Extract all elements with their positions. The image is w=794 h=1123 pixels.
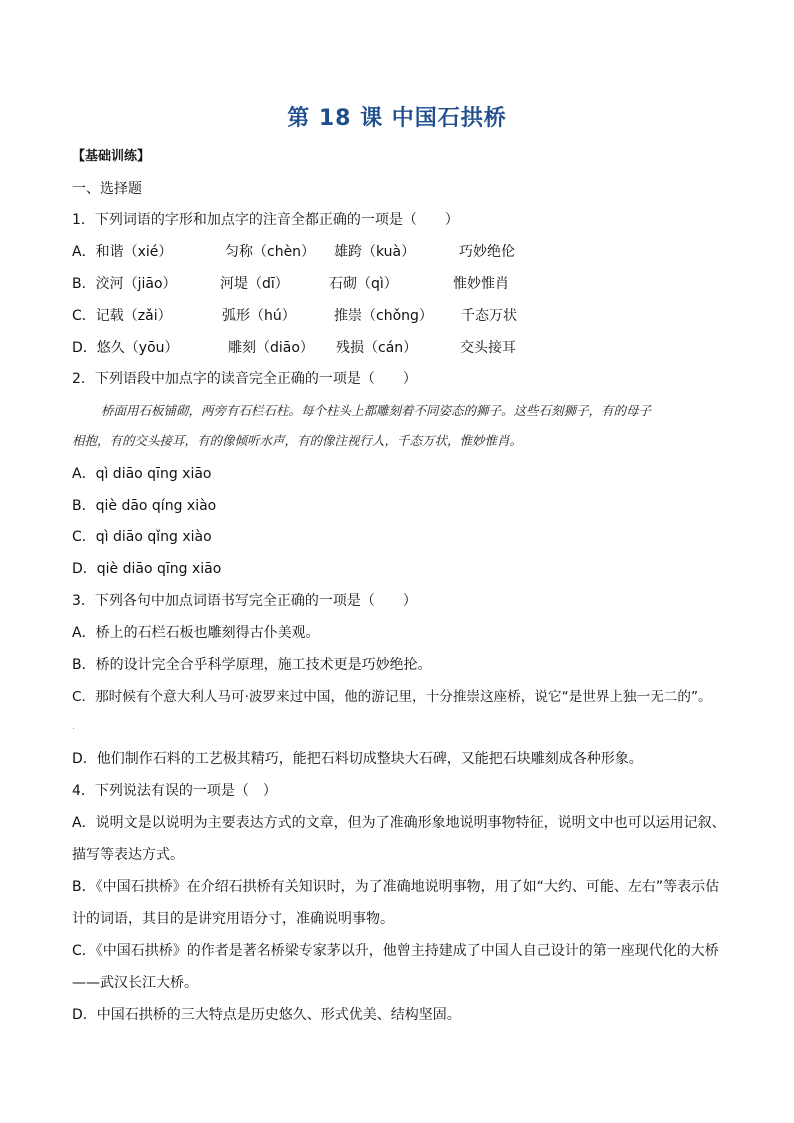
q1-option-c-2: 弧形（hú） [222,308,296,324]
q1-option-a-3: 雄跨（kuà） [334,244,416,260]
q4-option-d: D．中国石拱桥的三大特点是历史悠久、形式优美、结构坚固。 [72,1007,461,1023]
q1-option-b-4: 惟妙惟肖 [453,276,509,292]
q2-option-b: B．qiè dāo qíng xiào [72,498,217,514]
q1-option-b-1: B．洨河（jiāo） [72,276,177,292]
q4-option-b-line-1: B．《中国石拱桥》在介绍石拱桥有关知识时，为了准确地说明事物，用了如“大约、可能、左右”等表示估 [72,879,720,895]
q4-option-a-line-1: A．说明文是以说明为主要表达方式的文章，但为了准确形象地说明事物特征，说明文中也可以运用记叙、 [72,815,726,831]
question-4-stem: 4．下列说法有误的一项是（ ） [72,783,277,799]
q3-option-a: A．桥上的石栏石板也雕刻得古仆美观。 [72,625,320,641]
q2-option-a: A．qì diāo qīng xiāo [72,466,212,482]
q1-option-c-4: 千态万状 [461,308,517,324]
section-label: 【基础训练】 [72,149,151,164]
q2-passage-line-1: 桥面用石板铺砌，两旁有石栏石柱。每个柱头上都雕刻着不同姿态的狮子。这些石刻狮子，有的母子 [101,403,652,418]
stray-mark: · [72,724,76,735]
q4-option-c-line-1: C．《中国石拱桥》的作者是著名桥梁专家茅以升，他曾主持建成了中国人自己设计的第一座现代化的大桥 [72,943,719,959]
q3-option-b: B．桥的设计完全合乎科学原理，施工技术更是巧妙绝抡。 [72,657,432,673]
q2-option-c: C．qì diāo qǐng xiào [72,529,212,545]
q3-option-d: D．他们制作石料的工艺极其精巧，能把石料切成整块大石碑，又能把石块雕刻成各种形象。 [72,751,643,767]
q1-option-c-1: C．记载（zǎi） [72,308,172,324]
q1-option-d-1: D．悠久（yōu） [72,340,179,356]
question-3-stem: 3．下列各句中加点词语书写完全正确的一项是（ ） [72,593,417,609]
part-heading: 一、选择题 [72,181,142,197]
question-1-stem: 1．下列词语的字形和加点字的注音全都正确的一项是（ ） [72,212,459,228]
q3-option-c: C．那时候有个意大利人马可·波罗来过中国，他的游记里，十分推崇这座桥，说它“是世界上独一无二的”。 [72,689,712,705]
q4-option-c-line-2: ——武汉长江大桥。 [72,975,198,991]
q4-option-b-line-2: 计的词语，其目的是讲究用语分寸，准确说明事物。 [72,911,394,927]
question-2-stem: 2．下列语段中加点字的读音完全正确的一项是（ ） [72,371,417,387]
lesson-title: 第 18 课 中国石拱桥 [287,106,507,131]
q1-option-c-3: 推崇（chǒng） [334,308,433,324]
q1-option-b-2: 河堤（dī） [220,276,289,292]
q1-option-b-3: 石砌（qì） [329,276,398,292]
q2-passage-line-2: 相抱，有的交头接耳，有的像倾听水声，有的像注视行人，千态万状，惟妙惟肖。 [72,433,523,448]
q2-option-d: D．qiè diāo qīng xiāo [72,561,222,577]
q1-option-a-2: 匀称（chèn） [225,244,316,260]
q1-option-a-4: 巧妙绝伦 [459,244,515,260]
q1-option-a-1: A．和谐（xié） [72,244,173,260]
q4-option-a-line-2: 描写等表达方式。 [72,847,184,863]
q1-option-d-3: 残损（cán） [336,340,418,356]
q1-option-d-4: 交头接耳 [460,340,516,356]
q1-option-d-2: 雕刻（diāo） [228,340,314,356]
